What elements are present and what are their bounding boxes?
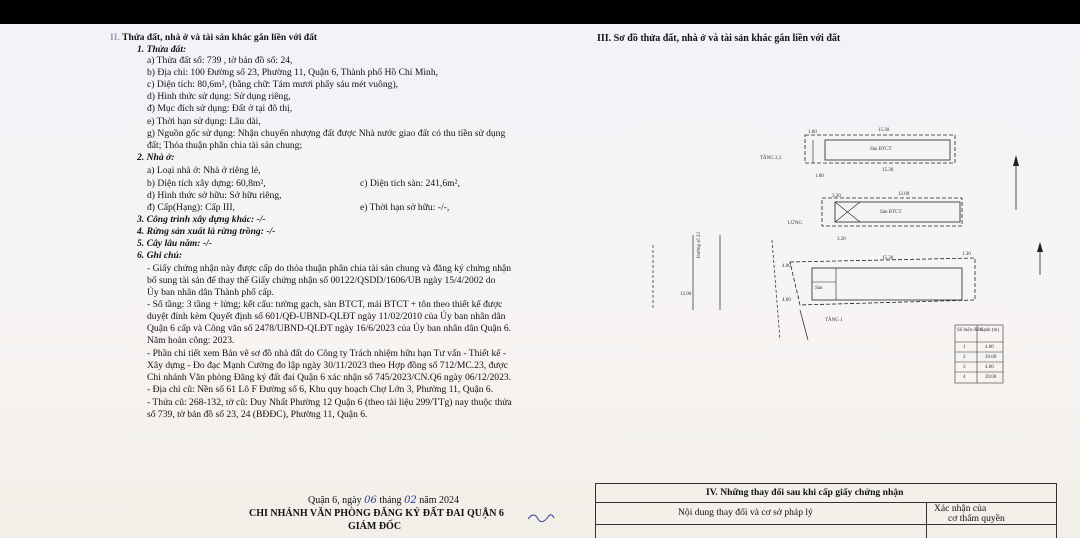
section-marker: II. — [110, 32, 120, 43]
table-cell: 4.00 — [985, 345, 994, 350]
area-label: Sàn — [815, 286, 823, 291]
changes-table — [595, 483, 1057, 538]
changes-divider — [926, 502, 927, 538]
note-line: duyệt đính kèm Quyết định số 601/QĐ-UBND-QLĐT ngày 11/02/2010 của Ủy ban nhân dân — [147, 311, 506, 322]
dimension-label: 3.20 — [832, 194, 841, 199]
land-use-form: d) Hình thức sử dụng: Sử dụng riêng, — [147, 91, 291, 102]
house-build-area: b) Diện tích xây dựng: 60,8m², — [147, 178, 266, 189]
land-origin-cont: đất; Thỏa thuận phân chia tài sản chung; — [147, 140, 303, 151]
dimension-label: 1.30 — [962, 252, 971, 257]
changes-title-row — [596, 484, 1056, 503]
dimension-label: 15.30 — [878, 128, 890, 133]
other-constructions: 3. Công trình xây dựng khác: -/- — [137, 214, 266, 225]
table-cell: 20.00 — [985, 355, 997, 360]
note-line: Chi nhánh Văn phòng Đăng ký đất đai Quận 6 xác nhận số 745/2023/CN.Q6 ngày 06/12/2023. — [147, 372, 512, 383]
changes-header-row — [596, 502, 1056, 525]
house-type: a) Loại nhà ở: Nhà ở riêng lẻ, — [147, 165, 261, 176]
dimension-label: 12.00 — [898, 192, 910, 197]
note-line: số 739, tờ bản đồ số 23, 24 (BĐĐC), Phường 11, Quận 6. — [147, 409, 368, 420]
floor-1-plan — [790, 258, 975, 305]
house-heading: 2. Nhà ở: — [137, 152, 175, 163]
note-line: - Phần chi tiết xem Bản vẽ sơ đồ nhà đất do Công ty Trách nhiệm hữu hạn Tư vấn - Thiết kế - — [147, 348, 507, 359]
land-use-purpose: đ) Mục đích sử dụng: Đất ở tại đô thị, — [147, 103, 293, 114]
changes-col-confirm-2: cơ thẩm quyền — [948, 513, 1005, 524]
note-line: Xây dựng - Đo đạc Mạnh Cường đo lập ngày 30/11/2023 theo Hợp đồng số 712/MC.23, được — [147, 360, 508, 371]
land-parcel: a) Thửa đất số: 739 , tờ bản đồ số: 24, — [147, 55, 293, 66]
table-cell: 4 — [963, 375, 966, 380]
house-ownership: d) Hình thức sở hữu: Sở hữu riêng, — [147, 190, 282, 201]
note-line: Năm hoàn công: 2023. — [147, 335, 235, 346]
table-cell: 3 — [963, 365, 966, 370]
table-cell: 2 — [963, 355, 966, 360]
note-line: Quận 6 cấp và Công văn số 2478/UBND-QLĐT ngày 16/6/2023 của Ủy ban nhân dân Quận 6. — [147, 323, 512, 334]
perennial-trees: 5. Cây lâu năm: -/- — [137, 238, 212, 249]
street-label: Đường số 23 — [697, 232, 702, 258]
dimension-label: 1.60 — [815, 174, 824, 179]
dimension-label: 4.00 — [782, 298, 791, 303]
land-heading: 1. Thửa đất: — [137, 44, 187, 55]
signer-role: GIÁM ĐỐC — [348, 521, 402, 532]
table-cell: 4.00 — [985, 365, 994, 370]
land-origin: g) Nguồn gốc sử dụng: Nhận chuyển nhượng đất được Nhà nước giao đất có thu tiền sử dụng — [147, 128, 506, 139]
house-grade: đ) Cấp(Hạng): Cấp III, — [147, 202, 235, 213]
dimension-label: 12.00 — [680, 292, 692, 297]
area-label: Sàn BTCT — [880, 210, 902, 215]
dimension-label: 3.20 — [837, 237, 846, 242]
table-cell: 1 — [963, 345, 966, 350]
section-ii-title: Thửa đất, nhà ở và tài sản khác gắn liền với đất — [122, 32, 318, 43]
issuing-office: CHI NHÁNH VĂN PHÒNG ĐĂNG KÝ ĐẤT ĐAI QUẬN 6 — [249, 508, 504, 519]
table-header: Cạnh (m) — [980, 328, 1000, 333]
dimension-label: 15.30 — [882, 256, 894, 261]
floor-label: TẦNG 2,3 — [760, 156, 782, 161]
date-month-prefix: tháng — [379, 495, 402, 506]
date-day: 06 — [364, 495, 377, 506]
date-month: 02 — [404, 495, 417, 506]
note-line: - Giấy chứng nhận này được cấp do thỏa thuận phân chia tài sản chung và đăng ký chứng nhận — [147, 263, 512, 274]
planted-forest: 4. Rừng sản xuất là rừng trồng: -/- — [137, 226, 276, 237]
dimension-label: 1.60 — [808, 130, 817, 135]
changes-col-content: Nội dung thay đổi và cơ sở pháp lý — [678, 507, 813, 518]
table-header: Số hiệu điểm — [957, 328, 984, 333]
house-floor-area: c) Diện tích sàn: 241,6m², — [360, 178, 460, 189]
note-line: - Thửa cũ: 268-132, tờ cũ: Duy Nhất Phường 12 Quận 6 (theo tài liệu 299/TTg) nay thuộc thửa — [147, 397, 512, 408]
land-address: b) Địa chỉ: 100 Đường số 23, Phường 11, Quận 6, Thành phố Hồ Chí Minh, — [147, 67, 439, 78]
floor-label: TẦNG 1 — [825, 318, 843, 323]
dimension-label: 15.30 — [882, 168, 894, 173]
table-cell: 20.00 — [985, 375, 997, 380]
dimension-label: 4.00 — [782, 264, 791, 269]
house-ownership-term: e) Thời hạn sở hữu: -/-, — [360, 202, 450, 213]
date-year: năm 2024 — [419, 495, 460, 506]
note-line: - Địa chỉ cũ: Nền số 61 Lô F Đường số 6, Khu quy hoạch Chợ Lớn 3, Phường 11, Quận 6. — [147, 384, 494, 395]
diagram-title: III. Sơ đồ thửa đất, nhà ở và tài sản khác gắn liền với đất — [597, 33, 841, 44]
note-line: Ủy ban nhân dân Thành phố cấp. — [147, 287, 274, 298]
land-area: c) Diện tích: 80,6m², (bằng chữ: Tám mươi phẩy sáu mét vuông), — [147, 79, 399, 90]
changes-title: IV. Những thay đổi sau khi cấp giấy chứng nhận — [706, 487, 904, 498]
area-label: Sàn BTCT — [870, 147, 892, 152]
note-line: bổ sung tài sản để thay thế Giấy chứng nhận số 00122/QSDD/1606/UB ngày 15/4/2002 do — [147, 275, 496, 286]
date-prefix: Quận 6, ngày — [308, 495, 362, 506]
land-use-term: e) Thời hạn sử dụng: Lâu dài, — [147, 116, 261, 127]
changes-col-confirm: Xác nhận của — [934, 503, 987, 514]
notes-heading: 6. Ghi chú: — [137, 250, 183, 261]
floor-label: LỬNG — [788, 221, 803, 226]
note-line: - Số tầng: 3 tầng + lửng; kết cấu: tường gạch, sàn BTCT, mái BTCT + tôn theo thiết kế được — [147, 299, 503, 310]
